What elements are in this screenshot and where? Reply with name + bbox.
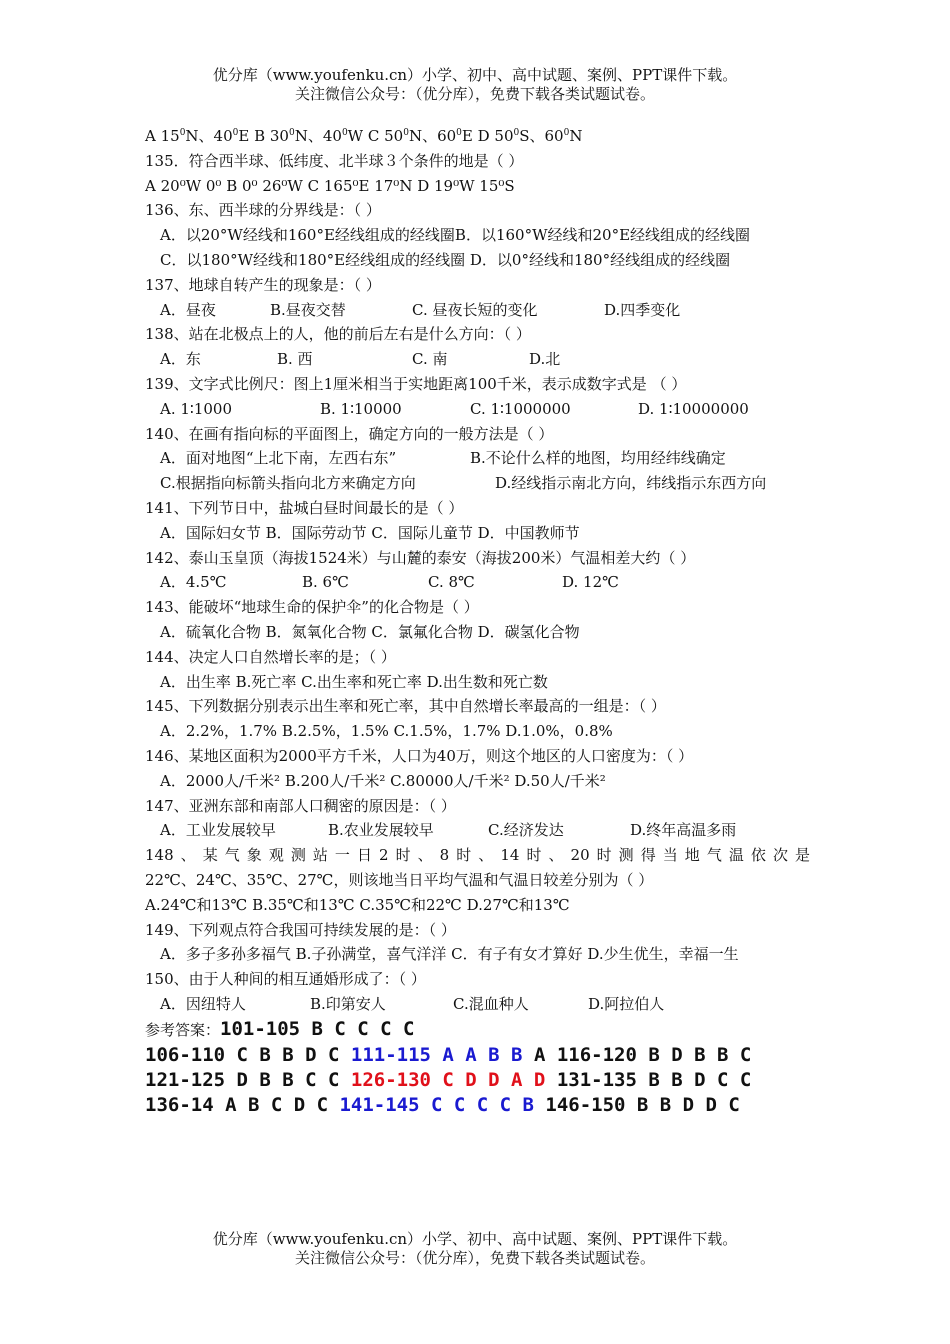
q140-options-cd: C.根据指向标箭头指向北方来确定方向 D.经线指示南北方向，纬线指示东西方向 [160,474,767,493]
q150-options: A．因纽特人 B.印第安人 C.混血种人 D.阿拉伯人 [160,994,665,1013]
question-list [145,124,810,1118]
q145-stem: 145、下列数据分别表示出生率和死亡率，其中自然增长率最高的一组是：（ ） [145,697,666,716]
answer-row-1: 参考答案：101-105 B C C C C [145,1017,415,1040]
q138-stem: 138、站在北极点上的人，他的前后左右是什么方向：（ ） [145,325,531,344]
page-header [0,66,950,104]
q134-options: A $15^0N$、$40^0E$ B $30^0N$、$40^0W$ C $50^0N$、$60^0E$ D $50^0S$、$60^0N$ [145,127,583,145]
q147-options: A．工业发展较早 B.农业发展较早 C.经济发达 D.终年高温多雨 [160,821,737,840]
q137-options: A．昼夜 B.昼夜交替 C. 昼夜长短的变化 D.四季变化 [160,300,681,319]
q137-stem: 137、地球自转产生的现象是：（ ） [145,275,381,294]
q136-options-cd: C．以180°W经线和180°E经线组成的经线圈 D．以0°经线和180°经线组成的经线圈 [160,250,731,269]
q148-stem-a: 148、某气象观测站一日2时、8时、14时、20时测得当地气温依次是 [145,846,810,865]
q146-options: A．2000人/千米² B.200人/千米² C.80000人/千米² D.50人/千米² [160,771,606,790]
header-line-2: 关注微信公众号：（优分库），免费下载各类试题试卷。 [294,85,655,103]
answer-row-3: 121-125 D B B C C 126-130 C D D A D 131-135 B B D C C [145,1068,752,1091]
answer-label: 参考答案： [145,1020,221,1039]
q143-options: A．硫氧化合物 B．氮氧化合物 C．氯氟化合物 D．碳氢化合物 [160,622,580,641]
q136-stem: 136、东、西半球的分界线是：（ ） [145,201,381,220]
answer-row-2: 106-110 C B B D C 111-115 A A B B A 116-120 B D B B C [145,1043,752,1066]
q142-options: A．4.5℃ B. 6℃ C. 8℃ D. 12℃ [160,573,619,592]
page-footer [0,1230,950,1268]
q144-stem: 144、决定人口自然增长率的是；（ ） [145,647,396,666]
q140-options-ab: A．面对地图“上北下南，左西右东” B.不论什么样的地图，均用经纬线确定 [160,449,726,468]
q146-stem: 146、某地区面积为2000平方千米，人口为40万，则这个地区的人口密度为：（ ） [145,746,694,765]
footer-line-1: 优分库（www.youfenku.cn）小学、初中、高中试题、案例、PPT课件下载。 [212,1230,738,1248]
q143-stem: 143、能破坏“地球生命的保护伞”的化合物是（ ） [145,598,479,617]
q149-stem: 149、下列观点符合我国可持续发展的是：（ ） [145,920,456,939]
q141-stem: 141、下列节日中，盐城白昼时间最长的是（ ） [145,498,464,517]
q135-stem: 135．符合西半球、低纬度、北半球３个条件的地是（ ） [145,151,524,170]
header-line-1: 优分库（www.youfenku.cn）小学、初中、高中试题、案例、PPT课件下载。 [212,66,738,84]
q136-options-ab: A．以20°W经线和160°E经线组成的经线圈B．以160°W经线和20°E经线组成的经线圈 [160,226,751,245]
q140-stem: 140、在画有指向标的平面图上，确定方向的一般方法是（ ） [145,424,554,443]
q142-stem: 142、泰山玉皇顶（海拔1524米）与山麓的泰安（海拔200米）气温相差大约（ ） [145,548,696,567]
q147-stem: 147、亚洲东部和南部人口稠密的原因是：（ ） [145,796,456,815]
q144-options: A．出生率 B.死亡率 C.出生率和死亡率 D.出生数和死亡数 [160,672,548,691]
answer-row-4: 136-14 A B C D C 141-145 C C C C B 146-150 B B D D C [145,1093,740,1116]
q138-options: A．东 B. 西 C. 南 D.北 [160,350,561,369]
q139-stem: 139、文字式比例尺：图上1厘米相当于实地距离100千米，表示成数字式是 （ ） [145,374,687,393]
q139-options: A. 1∶1000 B. 1∶10000 C. 1∶1000000 D. 1∶10000000 [160,399,749,418]
q148-stem-b: 22℃、24℃、35℃、27℃，则该地当日平均气温和气温日较差分别为（ ） [145,870,654,889]
q145-options: A．2.2%，1.7% B.2.5%，1.5% C.1.5%，1.7% D.1.0%，0.8% [160,722,613,741]
q148-options: A.24℃和13℃ B.35℃和13℃ C.35℃和22℃ D.27℃和13℃ [145,895,570,914]
q149-options: A．多子多孙多福气 B.子孙满堂，喜气洋洋 C．有子有女才算好 D.少生优生，幸福一生 [160,945,739,964]
q135-options: A 20⁰W 0⁰ B 0⁰ 26⁰W C 165⁰E 17⁰N D 19⁰W 15⁰S [145,176,515,195]
answer-key [145,1017,810,1118]
footer-line-2: 关注微信公众号：（优分库），免费下载各类试题试卷。 [294,1249,655,1267]
q141-options: A．国际妇女节 B．国际劳动节 C．国际儿童节 D．中国教师节 [160,523,580,542]
q150-stem: 150、由于人种间的相互通婚形成了：（ ） [145,970,426,989]
